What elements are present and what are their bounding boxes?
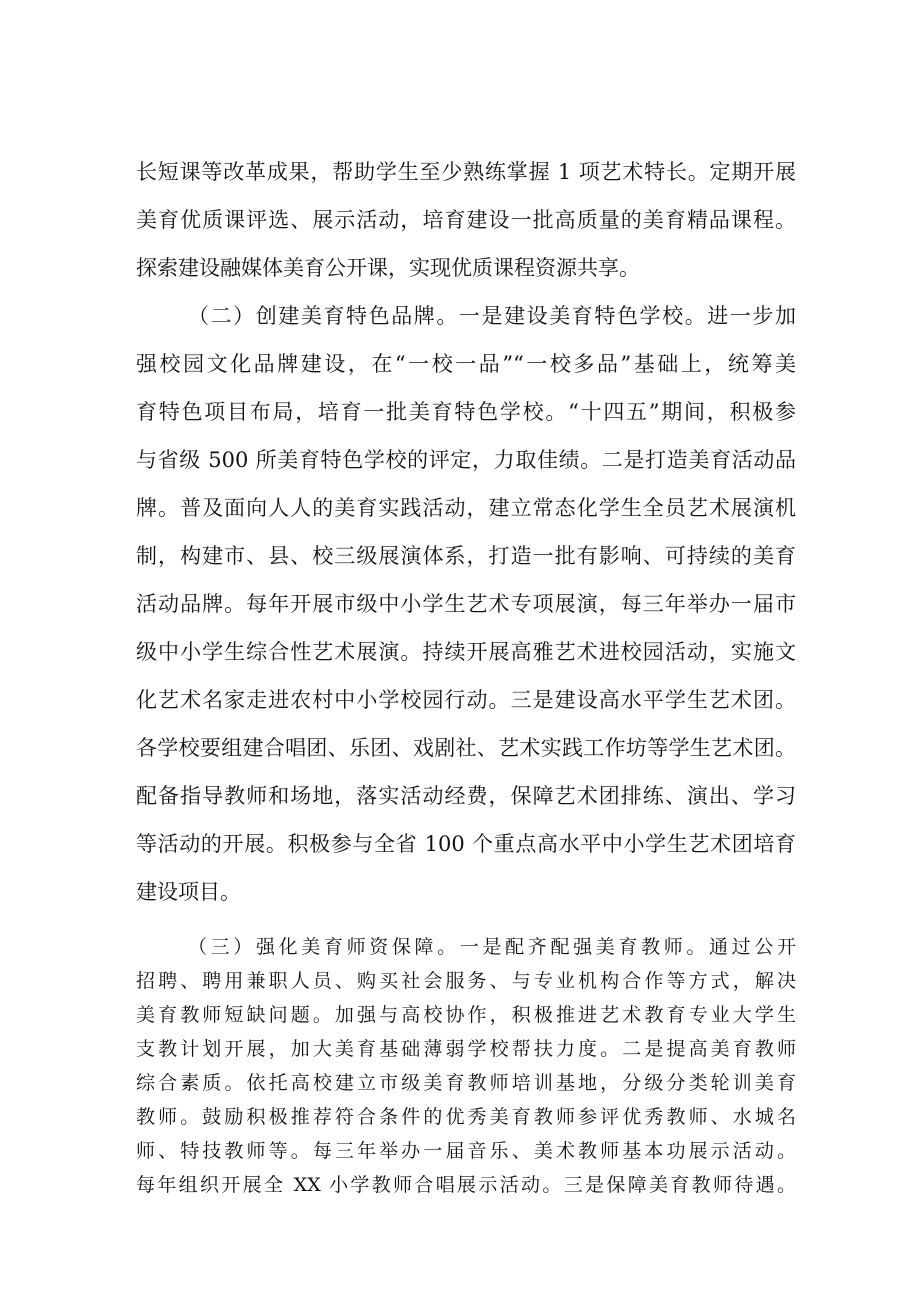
section-heading-line: （三）强化美育师资保障。一是配齐配强美育教师。通过公开 — [188, 936, 796, 958]
text-line: 各学校要组建合唱团、乐团、戏剧社、艺术实践工作坊等学生艺术团。 — [136, 736, 796, 760]
text-line: 级中小学生综合性艺术展演。持续开展高雅艺术进校园活动，实施文 — [136, 640, 796, 664]
text-line: 配备指导教师和场地，落实活动经费，保障艺术团排练、演出、学习 — [136, 784, 796, 808]
text-line: 与省级 500 所美育特色学校的评定，力取佳绩。二是打造美育活动品 — [136, 448, 796, 472]
text-line: 等活动的开展。积极参与全省 100 个重点高水平中小学生艺术团培育 — [136, 832, 796, 856]
text-line: 美育教师短缺问题。加强与高校协作，积极推进艺术教育专业大学生 — [136, 1004, 796, 1026]
text-line: 探索建设融媒体美育公开课，实现优质课程资源共享。 — [136, 256, 640, 280]
text-line: 师、特技教师等。每三年举办一届音乐、美术教师基本功展示活动。 — [136, 1140, 796, 1162]
text-line: 每年组织开展全 XX 小学教师合唱展示活动。三是保障美育教师待遇。 — [136, 1174, 796, 1196]
text-line: 牌。普及面向人人的美育实践活动，建立常态化学生全员艺术展演机 — [136, 496, 796, 520]
text-line: 活动品牌。每年开展市级中小学生艺术专项展演，每三年举办一届市 — [136, 592, 796, 616]
text-line: 育特色项目布局，培育一批美育特色学校。“十四五”期间，积极参 — [136, 400, 796, 424]
text-line: 综合素质。依托高校建立市级美育教师培训基地，分级分类轮训美育 — [136, 1072, 796, 1094]
section-heading-line: （二）创建美育特色品牌。一是建设美育特色学校。进一步加 — [188, 304, 796, 328]
text-line: 制，构建市、县、校三级展演体系，打造一批有影响、可持续的美育 — [136, 544, 796, 568]
text-line: 招聘、聘用兼职人员、购买社会服务、与专业机构合作等方式，解决 — [136, 970, 796, 992]
text-line: 化艺术名家走进农村中小学校园行动。三是建设高水平学生艺术团。 — [136, 688, 796, 712]
text-line: 支教计划开展，加大美育基础薄弱学校帮扶力度。二是提高美育教师 — [136, 1038, 796, 1060]
text-line: 美育优质课评选、展示活动，培育建设一批高质量的美育精品课程。 — [136, 208, 796, 232]
text-line: 长短课等改革成果，帮助学生至少熟练掌握 1 项艺术特长。定期开展 — [136, 160, 796, 184]
text-line: 教师。鼓励积极推荐符合条件的优秀美育教师参评优秀教师、水城名 — [136, 1106, 796, 1128]
text-line: 建设项目。 — [136, 880, 241, 904]
text-line: 强校园文化品牌建设，在“一校一品”“一校多品”基础上，统筹美 — [136, 352, 796, 376]
